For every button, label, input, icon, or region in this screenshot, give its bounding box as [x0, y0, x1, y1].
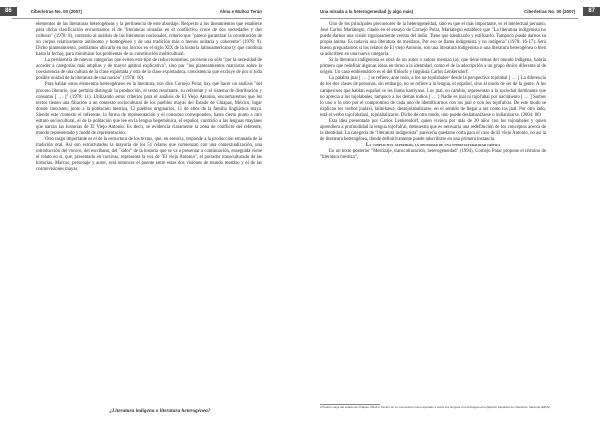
paragraph: En un texto posterior "Mestizaje, transculturación, heterogeneidad" (1994), Cornejo Polar propone el término de "literatura mestiza", [320, 148, 546, 161]
right-page [300, 0, 600, 425]
block-quote: La palabra jnal [ … ] se refiere, ante todo, a los no tojolabales² desde la perspectiva tojolabal [ … ] La diferencia de los dos clases de personas, sin embargo, no se refiere a la lengua, el español, sino al modo de ser de la gente. A los campesinos que hablan español se les llama kastiyano. Los jnal, en cambio, representan a la sociedad dominante que no aprecia a los tojolabales, tampoco a los demás indios [ … ] Nadie es jnal ni tojol'abal por nacimiento [ … ] Somos lo uno o lo otro por el compromiso de cada uno de identificarnos con los jnal o con los tojol'ab'al. De este modo se explican los verbos jnalaxi, lailnikawe, destojolabalizarse, en el sentido de llegar a ser como los jnal. Por otro lado, está el verbo tojol'abalaxi, tojolabalizarse. Dicho de otro modo, uno puede deshabanizarse o indianizarse. (2004: 86) [320, 76, 546, 118]
left-page-header [0, 7, 262, 16]
paragraph: La pertinencia de nuevas categorías que eviten este tipo de reduccionismos, proviene no sólo "por la necesidad de acceder a categorías más amplias y de mayor aptitud explicativa", sino por "los planteamientos marxistas sobre la coexistencia de una cultura de la clase explotada y otra de la clase explotadora, coexistencia que excluye de por sí toda posible unidad de la literatura de una nación" (1978: 10). [36, 58, 262, 82]
journal-title: Ciberletras No. 00 (2007) [30, 9, 82, 14]
paragraph: Esta idea presentada por Carlos Lenkersdorf, quien viviera por más de 20 años con los tojolabales y quien aprendiera a profundidad la lengua tojol'ab'al, demuestra que es necesaria una redefinición de los conceptos acerca de la identidad. La categoría de "literatura indigenista" parecería quedarse corta para el caso de El viejo Antonio, no así la de literatura heterogénea, donde definitivamente puede adscribirse en una primera instancia. [320, 118, 546, 142]
header-rule [320, 18, 578, 19]
paragraph: Otro rasgo importante es el de la estructura de los textos, que, en esencia, responde a la producción emanada de la tradición oral. Así son estructurados la mayoría de los 51 relatos que comienzan con una contextualización, una introducción del vocero, del escribano, del "sidor" de la historia que se va a presentar a continuación, enseguida viene el relato en sí, que, presentado en cursivas, representa la voz de "El viejo Antonio", el portador transculturado de las historias. Marcos, personaje y autor, será entonces el puente entre estas dos visiones de mundo mestizo y el de las cosmovisiones mayas. [36, 136, 262, 173]
paragraph: Uno de los principales precursores de la heterogeneidad, sino es que el más importante, es el intelectual peruano, José Carlos Mariátegui, citado en el ensayo de Cornejo Polar, Mariátegui establece que "La literatura indigenista no puede darnos una visión rigurosamente verista del indio. Tiene que idealizarlo y estilizarlo. Tampoco puede darnos su propia ánima. Es todavía una literatura de mestizos. Por eso se llama indigenista y no indígena" (1978: 16-17). Será bueno preguntarnos si los relatos de El viejo Antonio, son una literatura indigenista o una literatura heterogénea o bien se adscriben en una nueva categoría. [320, 22, 546, 58]
paragraph: Para hablar estos elementos heterogéneos en la literatura, nos dice Cornejo Polar, hay que hacer un análisis "del proceso literario, que permita distinguir la producción, el texto resultante, su referente y el sistema de distribución y consumo [ … ]" (1978: 11). Utilizando estos criterios para el análisis de El Viejo Antonio, encontraremos que los textos tienen una filiación a un contexto sociocultural de los pueblos mayas del Estado de Chiapas, México, lugar donde coexisten, junto a la población mestiza, 12 pueblos originarios, 11 de ellos de la familia lingüística maya. Siendo este contexto el referente, la forma de representación y el consumo corresponden, hasta cierto punto a otro estrato sociocultural, el de la población que lee en la lengua hegemónica, el español, contrario a las lenguas mayanes que narran las historias de El Viejo Antonio. Es decir, se evidencia claramente la zona de conflicto del referente, mundo representado y modo de representación. [36, 82, 262, 136]
section-title: La conflictiva alteridad, la necesidad de una interculturalidad crítica [365, 142, 501, 148]
author-names: Alma e Muñoz Terán [219, 9, 262, 14]
paragraph: Si la literatura indigenista es obra de un autor o autora mestizo (a), que tiene temas del mundo indígena, habría primero que redefinir algunas ideas en torno a la identidad, como el de la adscripción a un grupo étnico diferente al de origen. Un caso emblemático es el del filósofo y lingüista Carlos Lenkersdorf. [320, 58, 546, 76]
header-rule [12, 18, 262, 19]
right-page-header [320, 7, 600, 16]
footnote: 2 Pueblo maya del estado de Chiapas, México. Dentro de su cosmovisión tiene aportado a todos sus lenguas a la deshegemonía (Ejército Zapatista de Liberación Nacional (EZLN). [320, 405, 551, 409]
paragraph: elementos de las literaturas heterogéneas y la pertinencia de este abordaje. Respecto a los lineamientos que establece para dicha clasificación encontramos el de "literaturas situadas en el conflictivo cruce de dos sociedades y dos culturas" (1978: 8), contrario al análisis de las literaturas nacionales, criterio que "parece garantizar la constitución de un corpus relativamente autónomo y homogéneo y de una tradición más o menos unitaria y coherente" (1978: 9). Dicho planteamiento, podríamos ubicarlo en sus inicios en el siglo XIX de la historia latinoamericana (y que continúa hasta la fecha), para minimizar los problemas de su constitución multicultural. [36, 22, 262, 58]
running-title: Una mirada a la heterogeneidad (y algo más) [320, 9, 414, 14]
page-number: 86 [0, 7, 17, 16]
right-body-text [320, 22, 546, 161]
journal-title: Ciberletras No. 00 (2007) [524, 9, 576, 14]
left-body-text [36, 22, 262, 173]
page-number: 87 [583, 7, 600, 16]
section-title: ¿Literatura indígena o literatura heterogénea? [109, 409, 211, 414]
